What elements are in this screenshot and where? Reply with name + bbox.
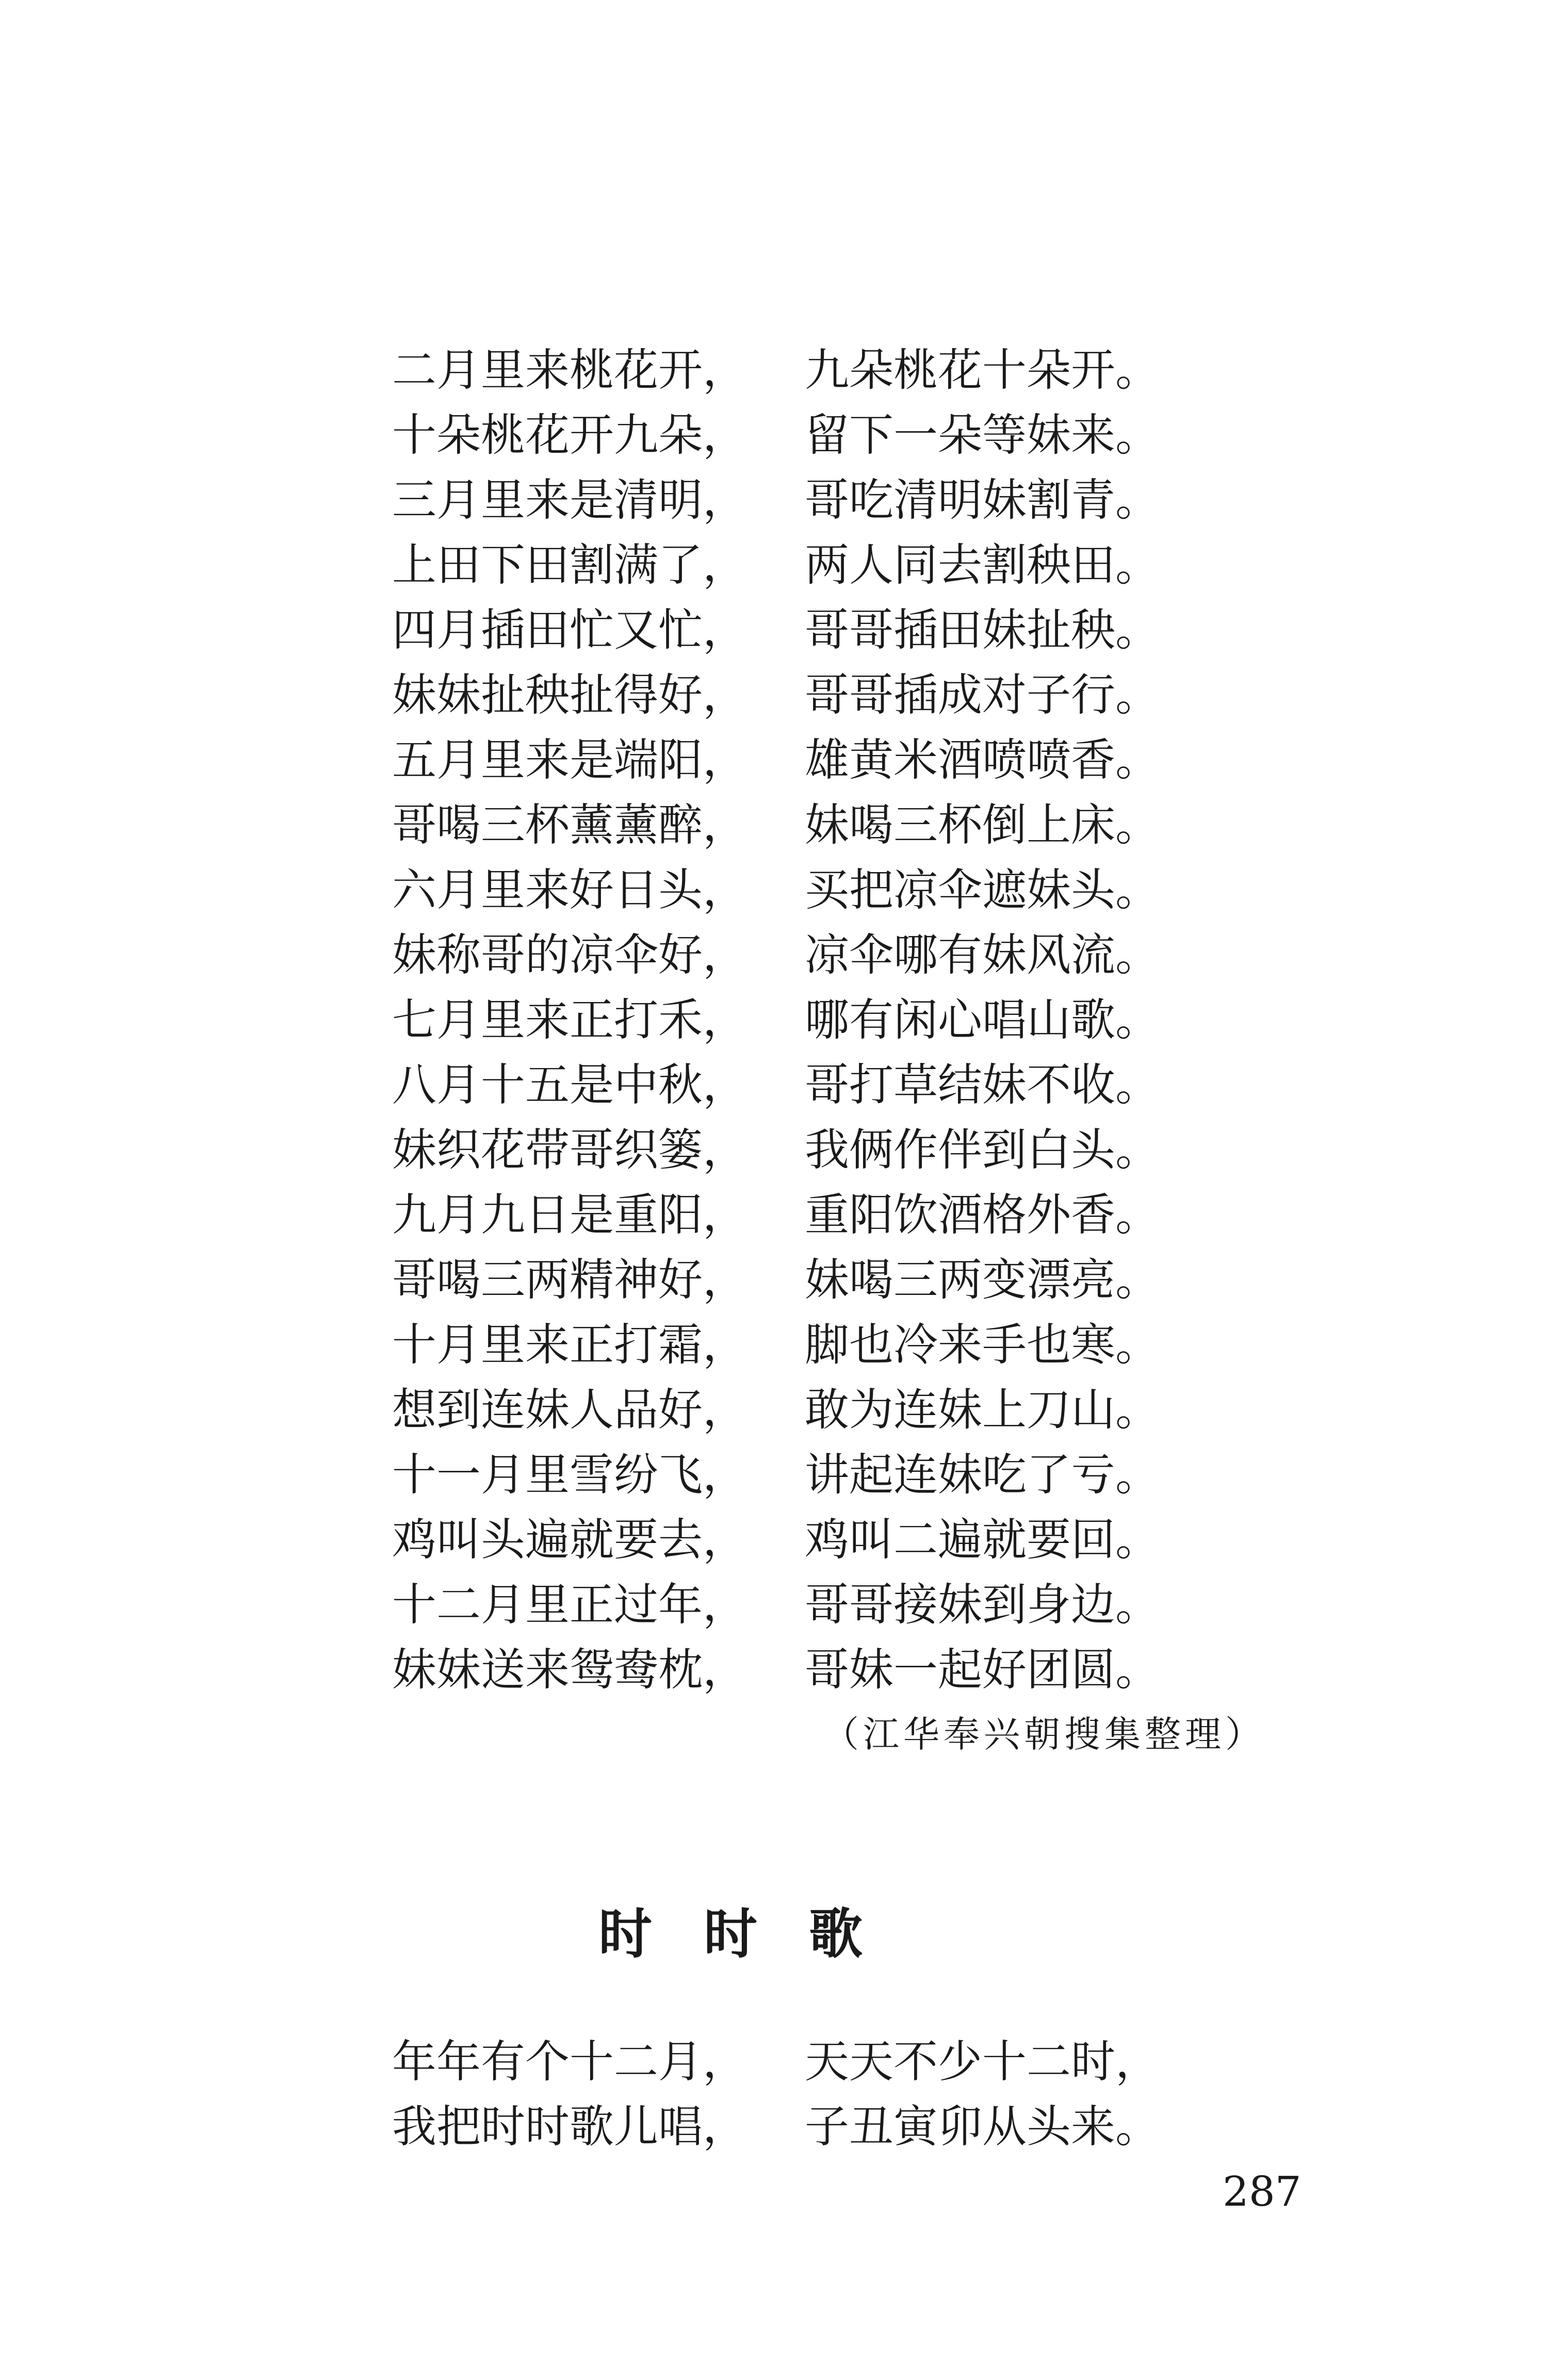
verse-first-half: 七月里来正打禾， bbox=[392, 994, 747, 1046]
verse-first-half: 二月里来桃花开， bbox=[392, 344, 747, 396]
verse-line bbox=[392, 1312, 1321, 1377]
verse-second-half: 妹喝三两变漂亮。 bbox=[805, 1254, 1160, 1306]
main-poem bbox=[392, 338, 1321, 1702]
verse-second-half: 哥哥接妹到身边。 bbox=[805, 1579, 1160, 1631]
verse-line bbox=[392, 1507, 1321, 1572]
verse-first-half: 五月里来是端阳， bbox=[392, 734, 747, 786]
verse-second-half: 凉伞哪有妹风流。 bbox=[805, 929, 1160, 981]
verse-line bbox=[392, 1183, 1321, 1248]
verse-line bbox=[392, 1442, 1321, 1507]
verse-line bbox=[392, 1118, 1321, 1183]
verse-line bbox=[392, 403, 1321, 468]
verse-line bbox=[392, 793, 1321, 858]
verse-line bbox=[392, 1572, 1321, 1637]
verse-second-half: 重阳饮酒格外香。 bbox=[805, 1189, 1160, 1241]
verse-first-half: 哥喝三杯薰薰醉， bbox=[392, 799, 747, 851]
verse-first-half: 六月里来好日头， bbox=[392, 864, 747, 916]
verse-line bbox=[392, 468, 1321, 533]
verse-line bbox=[392, 598, 1321, 663]
poem-attribution: （江华奉兴朝搜集整理） bbox=[823, 1713, 1265, 1755]
verse-second-half: 讲起连妹吃了亏。 bbox=[805, 1449, 1160, 1501]
verse-second-half: 妹喝三杯倒上床。 bbox=[805, 799, 1160, 851]
verse-first-half: 十二月里正过年， bbox=[392, 1579, 747, 1631]
verse-second-half: 哥哥插成对子行。 bbox=[805, 669, 1160, 721]
verse-first-half: 我把时时歌儿唱， bbox=[392, 2101, 747, 2153]
verse-first-half: 四月插田忙又忙， bbox=[392, 604, 747, 656]
verse-first-half: 妹称哥的凉伞好， bbox=[392, 929, 747, 981]
verse-first-half: 九月九日是重阳， bbox=[392, 1189, 747, 1241]
verse-first-half: 哥喝三两精神好， bbox=[392, 1254, 747, 1306]
verse-second-half: 我俩作伴到白头。 bbox=[805, 1124, 1160, 1176]
verse-second-half: 两人同去割秧田。 bbox=[805, 539, 1160, 591]
verse-second-half: 雄黄米酒喷喷香。 bbox=[805, 734, 1160, 786]
verse-line bbox=[392, 1053, 1321, 1118]
verse-second-half: 哥妹一起好团圆。 bbox=[805, 1644, 1160, 1696]
verse-line bbox=[392, 663, 1321, 728]
verse-first-half: 年年有个十二月， bbox=[392, 2036, 747, 2088]
second-poem bbox=[392, 2029, 1321, 2159]
verse-second-half: 敢为连妹上刀山。 bbox=[805, 1384, 1160, 1436]
verse-line bbox=[392, 1248, 1321, 1312]
verse-line bbox=[392, 858, 1321, 923]
section-title: 时时歌 bbox=[598, 1902, 915, 1965]
verse-first-half: 鸡叫头遍就要去， bbox=[392, 1514, 747, 1566]
verse-line bbox=[392, 2029, 1321, 2094]
verse-second-half: 哥哥插田妹扯秧。 bbox=[805, 604, 1160, 656]
verse-first-half: 十朵桃花开九朵， bbox=[392, 409, 747, 461]
verse-line bbox=[392, 728, 1321, 793]
verse-second-half: 鸡叫二遍就要回。 bbox=[805, 1514, 1160, 1566]
verse-second-half: 买把凉伞遮妹头。 bbox=[805, 864, 1160, 916]
verse-second-half: 哥吃清明妹割青。 bbox=[805, 474, 1160, 526]
verse-line bbox=[392, 988, 1321, 1053]
verse-first-half: 想到连妹人品好， bbox=[392, 1384, 747, 1436]
verse-first-half: 上田下田割满了， bbox=[392, 539, 747, 591]
verse-line bbox=[392, 338, 1321, 403]
verse-second-half: 哪有闲心唱山歌。 bbox=[805, 994, 1160, 1046]
verse-second-half: 留下一朵等妹来。 bbox=[805, 409, 1160, 461]
verse-first-half: 十月里来正打霜， bbox=[392, 1319, 747, 1371]
verse-line bbox=[392, 2094, 1321, 2159]
verse-first-half: 八月十五是中秋， bbox=[392, 1059, 747, 1111]
page-number: 287 bbox=[1223, 2168, 1302, 2215]
verse-line bbox=[392, 1377, 1321, 1442]
verse-second-half: 脚也冷来手也寒。 bbox=[805, 1319, 1160, 1371]
verse-second-half: 哥打草结妹不收。 bbox=[805, 1059, 1160, 1111]
verse-first-half: 妹妹送来鸳鸯枕， bbox=[392, 1644, 747, 1696]
verse-second-half: 九朵桃花十朵开。 bbox=[805, 344, 1160, 396]
verse-second-half: 天天不少十二时， bbox=[805, 2036, 1160, 2088]
verse-line bbox=[392, 533, 1321, 598]
verse-first-half: 妹妹扯秧扯得好， bbox=[392, 669, 747, 721]
verse-second-half: 子丑寅卯从头来。 bbox=[805, 2101, 1160, 2153]
verse-line bbox=[392, 923, 1321, 988]
verse-first-half: 妹织花带哥织篓， bbox=[392, 1124, 747, 1176]
verse-first-half: 十一月里雪纷飞， bbox=[392, 1449, 747, 1501]
verse-first-half: 三月里来是清明， bbox=[392, 474, 747, 526]
verse-line bbox=[392, 1637, 1321, 1702]
